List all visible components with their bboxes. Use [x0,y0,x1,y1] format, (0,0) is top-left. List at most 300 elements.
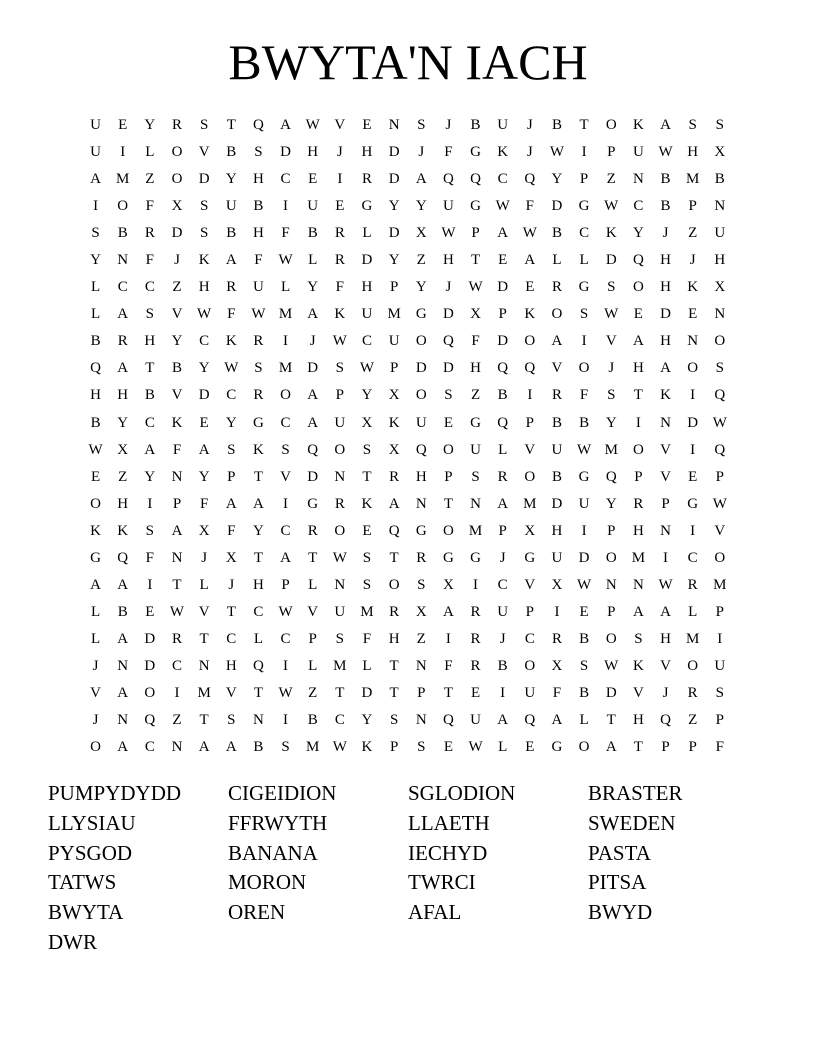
grid-letter: W [251,306,266,323]
grid-letter: P [444,468,453,485]
word-list-item: IECHYD [408,840,488,865]
grid-letter: S [607,279,616,296]
grid-letter: V [90,685,101,701]
grid-letter: I [581,333,587,350]
grid-letter: L [579,252,589,269]
grid-letter: W [224,360,239,377]
grid-letter: X [198,522,210,539]
grid-letter: U [307,198,319,215]
grid-letter: G [551,739,563,756]
grid-letter: F [145,549,155,566]
grid-letter: A [307,387,319,404]
grid-letter: C [117,279,128,296]
grid-letter: A [551,333,563,350]
grid-letter: S [91,225,100,242]
grid-letter: T [389,685,399,701]
grid-letter: U [252,279,264,296]
grid-letter: S [227,712,236,729]
grid-letter: M [306,739,320,756]
grid-letter: W [658,144,673,161]
grid-letter: B [579,414,590,431]
grid-letter: O [632,279,644,296]
grid-letter: L [90,630,101,647]
grid-letter: B [117,225,128,242]
grid-letter: X [442,576,454,593]
grid-letter: C [280,630,291,647]
grid-letter: E [470,685,481,701]
grid-letter: N [415,657,427,674]
grid-letter: O [605,549,617,566]
grid-letter: X [361,414,373,431]
grid-letter: Q [307,441,319,458]
grid-letter: A [171,522,183,539]
grid-letter: L [308,657,318,674]
grid-letter: W [278,603,293,620]
grid-letter: T [172,576,182,593]
grid-letter: O [334,522,346,539]
grid-letter: Y [388,252,400,269]
word-list [48,779,768,958]
grid-letter: E [199,414,209,431]
grid-letter: H [198,279,210,296]
grid-letter: B [470,117,481,134]
grid-letter: Q [144,712,156,729]
grid-letter: B [90,414,101,431]
grid-letter: D [687,414,699,431]
word-list-item: CIGEIDION [228,781,337,805]
grid-letter: N [415,495,427,512]
grid-letter: X [524,522,536,539]
grid-letter: U [470,441,481,458]
grid-letter: V [171,387,183,404]
word-list-item: BWYD [588,900,653,925]
grid-letter: N [660,414,671,431]
grid-letter: G [578,279,590,296]
grid-letter: A [117,739,129,756]
grid-letter: K [388,414,400,431]
grid-letter: Y [171,333,183,350]
grid-letter: X [551,657,563,674]
grid-letter: O [171,144,183,161]
grid-letter: X [415,603,427,620]
grid-letter: O [334,441,346,458]
grid-letter: M [197,685,211,701]
grid-letter: Y [361,387,373,404]
grid-letter: Q [497,360,509,377]
grid-letter: W [332,333,347,350]
grid-letter: S [335,630,344,647]
grid-letter: M [278,360,293,377]
grid-letter: U [714,657,726,674]
grid-letter: W [577,441,592,458]
grid-letter: D [551,198,563,215]
grid-letter: Y [90,252,101,269]
grid-letter: W [604,306,619,323]
grid-letter: G [687,495,699,512]
grid-letter: N [117,252,129,269]
grid-letter: Z [688,712,698,729]
grid-letter: W [278,685,293,701]
grid-letter: R [361,171,372,188]
grid-letter: D [307,360,319,377]
grid-letter: C [687,549,698,566]
grid-letter: Q [632,252,644,269]
grid-letter: L [362,657,372,674]
grid-letter: N [171,739,183,756]
grid-letter: K [660,387,671,404]
grid-letter: O [578,360,590,377]
grid-letter: V [524,441,536,458]
grid-letter: C [497,576,508,593]
grid-letter: A [117,360,129,377]
grid-letter: E [443,414,453,431]
grid-letter: L [199,576,209,593]
grid-letter: J [201,549,208,566]
grid-letter: G [578,468,590,485]
word-list-item: PYSGOD [48,840,133,865]
grid-letter: D [605,252,617,269]
grid-letter: H [252,225,264,242]
grid-letter: I [635,414,641,431]
grid-letter: C [361,333,372,350]
grid-letter: C [144,279,155,296]
grid-letter: I [147,576,153,593]
grid-letter: R [687,576,698,593]
grid-letter: F [145,252,155,269]
grid-letter: G [361,198,373,215]
grid-letter: N [252,712,264,729]
grid-letter: Y [307,279,319,296]
grid-letter: E [335,198,345,215]
grid-letter: S [362,549,372,566]
grid-letter: Y [144,117,156,134]
grid-letter: W [197,306,212,323]
grid-letter: I [174,685,180,701]
grid-letter: D [660,306,671,323]
word-list-item: SWEDEN [588,810,676,835]
grid-letter: S [715,685,724,701]
grid-letter: O [415,387,427,404]
grid-letter: T [335,685,345,701]
grid-letter: C [171,657,182,674]
word-list-item: AFAL [408,900,462,925]
grid-letter: U [632,144,644,161]
grid-letter: T [443,685,453,701]
grid-letter: S [579,657,589,674]
word-list-item: PITSA [588,870,647,895]
grid-letter: E [118,117,128,134]
grid-letter: D [198,387,210,404]
grid-letter: I [527,387,533,404]
grid-letter: R [307,522,318,539]
grid-letter: S [444,387,453,404]
grid-letter: R [470,657,481,674]
grid-letter: M [278,306,293,323]
word-list-item: BRASTER [588,781,683,805]
grid-letter: W [305,117,320,134]
grid-letter: C [280,522,291,539]
grid-letter: O [442,441,454,458]
grid-letter: W [604,198,619,215]
grid-letter: H [714,252,726,269]
grid-letter: W [332,549,347,566]
grid-letter: P [417,685,426,701]
grid-letter: K [90,522,101,539]
grid-letter: B [714,171,725,188]
grid-letter: B [90,333,101,350]
grid-letter: I [337,171,343,188]
grid-letter: A [632,603,644,620]
word-list-item: OREN [228,900,286,925]
grid-letter: H [470,360,481,377]
grid-letter: Q [524,171,536,188]
grid-letter: G [415,522,427,539]
grid-letter: V [307,603,319,620]
grid-letter: V [714,522,726,539]
grid-letter: K [252,441,264,458]
grid-letter: T [389,657,399,674]
grid-letter: N [632,576,644,593]
grid-letter: R [389,468,400,485]
grid-letter: J [92,712,99,729]
grid-letter: H [632,522,644,539]
grid-letter: E [443,739,453,756]
grid-letter: L [688,603,698,620]
grid-letter: A [442,603,454,620]
grid-letter: E [525,279,535,296]
grid-letter: C [199,333,210,350]
grid-letter: B [497,657,508,674]
grid-letter: Y [225,414,237,431]
grid-letter: W [658,576,673,593]
grid-letter: P [525,603,534,620]
grid-letter: C [497,171,508,188]
grid-letter: R [334,225,345,242]
grid-letter: A [117,306,129,323]
grid-letter: I [581,522,587,539]
grid-letter: H [632,712,644,729]
grid-letter: S [579,306,589,323]
grid-letter: Z [416,252,426,269]
grid-letter: P [389,360,399,377]
grid-letter: N [714,198,726,215]
grid-letter: P [471,225,480,242]
grid-letter: F [579,387,589,404]
grid-letter: W [359,360,375,377]
grid-letter: P [308,630,317,647]
grid-letter: L [498,441,508,458]
grid-letter: W [495,198,510,215]
grid-letter: X [171,198,183,215]
word-list-item: LLAETH [408,810,490,835]
grid-letter: F [281,225,290,242]
grid-letter: G [90,549,101,566]
grid-letter: N [415,712,427,729]
grid-letter: W [522,225,537,242]
grid-letter: J [662,225,669,242]
grid-letter: T [253,549,263,566]
grid-letter: N [660,522,671,539]
grid-letter: P [335,387,344,404]
grid-letter: N [714,306,726,323]
grid-letter: E [688,468,698,485]
grid-letter: O [714,549,726,566]
word-list-item: PASTA [588,840,651,865]
grid-letter: K [171,414,183,431]
grid-letter: D [361,685,373,701]
grid-letter: T [199,712,209,729]
grid-letter: Q [714,387,726,404]
grid-letter: Y [632,225,644,242]
grid-letter: P [498,522,507,539]
grid-letter: M [116,171,130,188]
grid-letter: S [389,712,399,729]
grid-letter: S [254,144,263,161]
grid-letter: T [389,549,399,566]
grid-letter: H [632,360,644,377]
grid-letter: F [199,495,209,512]
grid-letter: V [524,576,536,593]
grid-letter: K [605,225,617,242]
grid-letter: Z [172,279,182,296]
grid-letter: Y [361,712,373,729]
grid-letter: B [579,630,590,647]
grid-letter: U [334,414,346,431]
grid-letter: L [90,306,101,323]
grid-letter: D [415,360,427,377]
grid-letter: A [660,603,671,620]
grid-letter: R [470,603,481,620]
grid-letter: R [551,387,562,404]
grid-letter: D [280,144,291,161]
grid-letter: H [551,522,563,539]
grid-letter: F [715,739,724,756]
grid-letter: U [524,685,536,701]
grid-letter: P [525,414,534,431]
grid-letter: S [362,576,372,593]
grid-letter: T [633,387,643,404]
grid-letter: Q [660,712,671,729]
grid-letter: D [497,279,509,296]
grid-letter: B [307,225,318,242]
grid-letter: P [688,739,697,756]
grid-letter: O [117,198,129,215]
grid-letter: U [470,712,481,729]
grid-letter: T [253,685,263,701]
grid-letter: J [526,144,533,161]
grid-letter: A [225,252,237,269]
grid-letter: O [90,495,101,512]
grid-letter: J [336,144,343,161]
grid-letter: I [690,387,696,404]
grid-letter: B [117,603,128,620]
grid-letter: S [417,117,426,134]
grid-letter: C [226,630,237,647]
grid-letter: A [90,171,101,188]
grid-letter: H [117,387,129,404]
grid-letter: A [225,739,237,756]
grid-letter: P [688,198,697,215]
grid-letter: R [687,685,698,701]
grid-letter: R [551,279,562,296]
grid-letter: P [715,603,724,620]
grid-letter: D [388,225,400,242]
grid-letter: D [144,657,156,674]
grid-letter: I [120,144,126,161]
grid-letter: H [252,576,264,593]
grid-letter: A [90,576,101,593]
grid-letter: N [117,657,129,674]
grid-letter: R [334,495,345,512]
grid-letter: W [441,225,456,242]
grid-letter: X [714,144,726,161]
grid-letter: F [471,333,480,350]
grid-letter: O [578,739,590,756]
grid-letter: R [253,387,264,404]
grid-letter: S [634,630,643,647]
grid-letter: B [497,387,508,404]
grid-letter: S [715,360,724,377]
grid-letter: R [117,333,128,350]
grid-letter: A [144,441,156,458]
grid-letter: Q [252,657,264,674]
grid-letter: O [687,657,699,674]
grid-letter: C [144,739,155,756]
grid-letter: C [144,414,155,431]
grid-letter: Q [714,441,726,458]
grid-letter: Y [144,468,156,485]
grid-letter: B [226,225,237,242]
grid-letter: A [497,712,509,729]
grid-letter: N [388,117,400,134]
grid-letter: F [444,144,453,161]
grid-letter: W [604,657,619,674]
grid-letter: A [660,360,671,377]
grid-letter: Y [415,279,427,296]
grid-letter: K [334,306,346,323]
grid-letter: Z [145,171,155,188]
grid-letter: X [415,225,427,242]
grid-letter: W [712,414,727,431]
grid-letter: O [551,306,563,323]
grid-letter: Q [524,360,536,377]
grid-letter: R [416,549,427,566]
grid-letter: T [443,495,453,512]
grid-letter: M [360,603,374,620]
grid-letter: X [388,441,400,458]
grid-letter: P [715,712,724,729]
grid-letter: R [470,630,481,647]
grid-letter: I [473,576,479,593]
grid-letter: H [117,495,129,512]
grid-letter: T [226,117,236,134]
grid-letter: Q [524,712,536,729]
grid-letter: G [307,495,319,512]
word-list-item: MORON [228,870,307,895]
grid-letter: U [714,225,726,242]
grid-letter: S [688,117,697,134]
grid-letter: Q [252,117,264,134]
grid-letter: I [690,441,696,458]
grid-letter: C [280,414,291,431]
grid-letter: A [280,549,291,566]
grid-letter: S [145,522,155,539]
grid-letter: J [526,117,533,134]
grid-letter: M [604,441,618,458]
grid-letter: J [228,576,235,593]
word-list-item: BWYTA [48,900,124,925]
grid-letter: E [90,468,101,485]
